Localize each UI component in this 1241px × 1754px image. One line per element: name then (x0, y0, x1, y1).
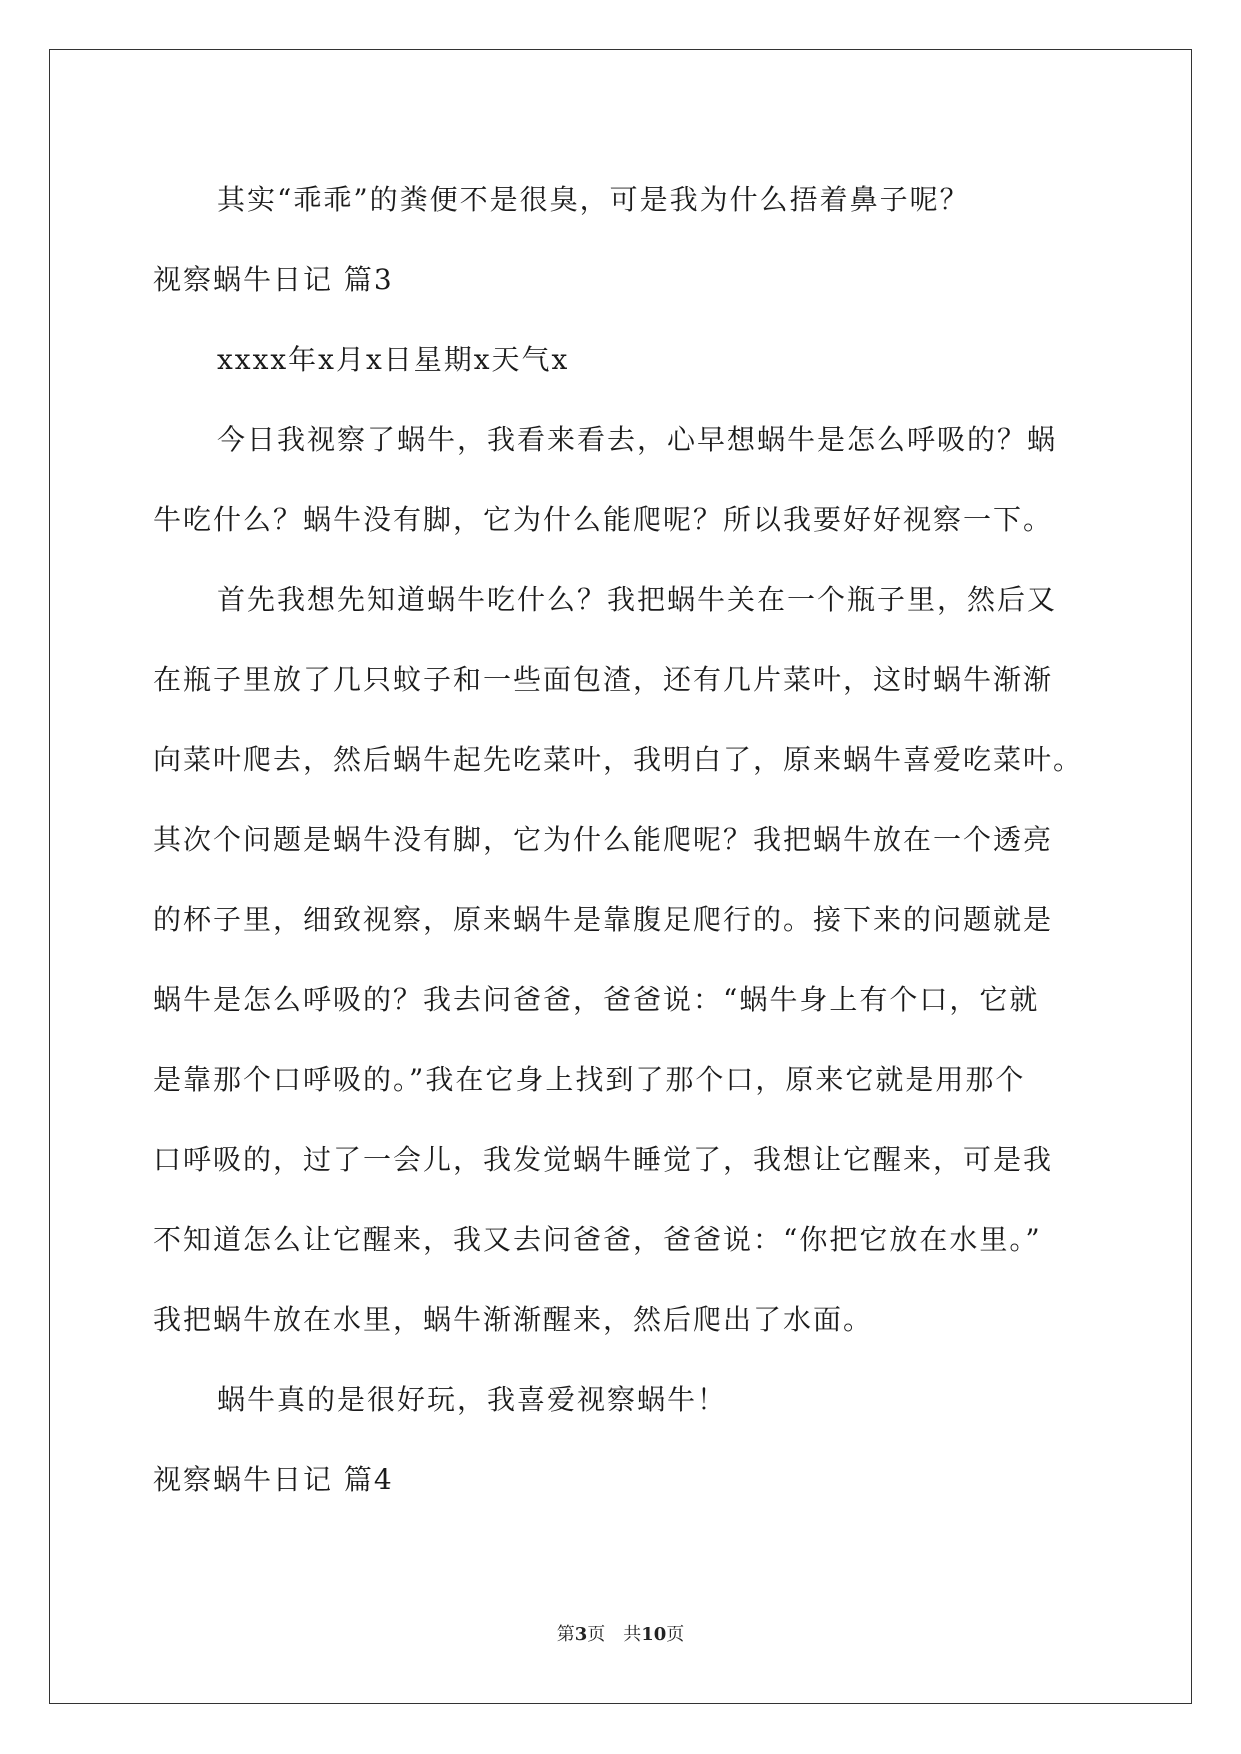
paragraph-line: 的杯子里，细致视察，原来蜗牛是靠腹足爬行的。接下来的问题就是 (153, 903, 1054, 936)
paragraph-line: 蜗牛是怎么呼吸的？我去问爸爸，爸爸说：“蜗牛身上有个口，它就 (153, 983, 1040, 1016)
date-line: xxxx年x月x日星期x天气x (217, 343, 570, 376)
paragraph-line: 向菜叶爬去，然后蜗牛起先吃菜叶，我明白了，原来蜗牛喜爱吃菜叶。 (153, 743, 1084, 776)
document-body (153, 160, 1093, 1520)
paragraph-line: 首先我想先知道蜗牛吃什么？我把蜗牛关在一个瓶子里，然后又 (217, 583, 1058, 616)
footer-middle: 页 共 (587, 1624, 642, 1645)
paragraph-line: 不知道怎么让它醒来，我又去问爸爸，爸爸说：“你把它放在水里。” (153, 1223, 1042, 1256)
paragraph-line: 蜗牛真的是很好玩，我喜爱视察蜗牛！ (217, 1383, 728, 1416)
section-heading: 视察蜗牛日记 篇3 (153, 263, 394, 296)
paragraph-line: 是靠那个口呼吸的。”我在它身上找到了那个口，原来它就是用那个 (153, 1063, 1026, 1096)
total-pages-number: 10 (641, 1624, 667, 1645)
paragraph-line: 口呼吸的，过了一会儿，我发觉蜗牛睡觉了，我想让它醒来，可是我 (153, 1143, 1054, 1176)
paragraph-line: 牛吃什么？蜗牛没有脚，它为什么能爬呢？所以我要好好视察一下。 (153, 503, 1054, 536)
current-page-number: 3 (574, 1624, 588, 1645)
paragraph-line: 今日我视察了蜗牛，我看来看去，心早想蜗牛是怎么呼吸的？蜗 (217, 423, 1058, 456)
section-heading: 视察蜗牛日记 篇4 (153, 1463, 394, 1496)
page-footer (0, 1620, 1241, 1646)
paragraph-line: 其实“乖乖”的粪便不是很臭，可是我为什么捂着鼻子呢？ (217, 183, 970, 216)
paragraph-line: 其次个问题是蜗牛没有脚，它为什么能爬呢？我把蜗牛放在一个透亮 (153, 823, 1054, 856)
paragraph-line: 在瓶子里放了几只蚊子和一些面包渣，还有几片菜叶，这时蜗牛渐渐 (153, 663, 1054, 696)
footer-suffix: 页 (666, 1624, 685, 1645)
footer-prefix: 第 (556, 1624, 575, 1645)
paragraph-line: 我把蜗牛放在水里，蜗牛渐渐醒来，然后爬出了水面。 (153, 1303, 874, 1336)
